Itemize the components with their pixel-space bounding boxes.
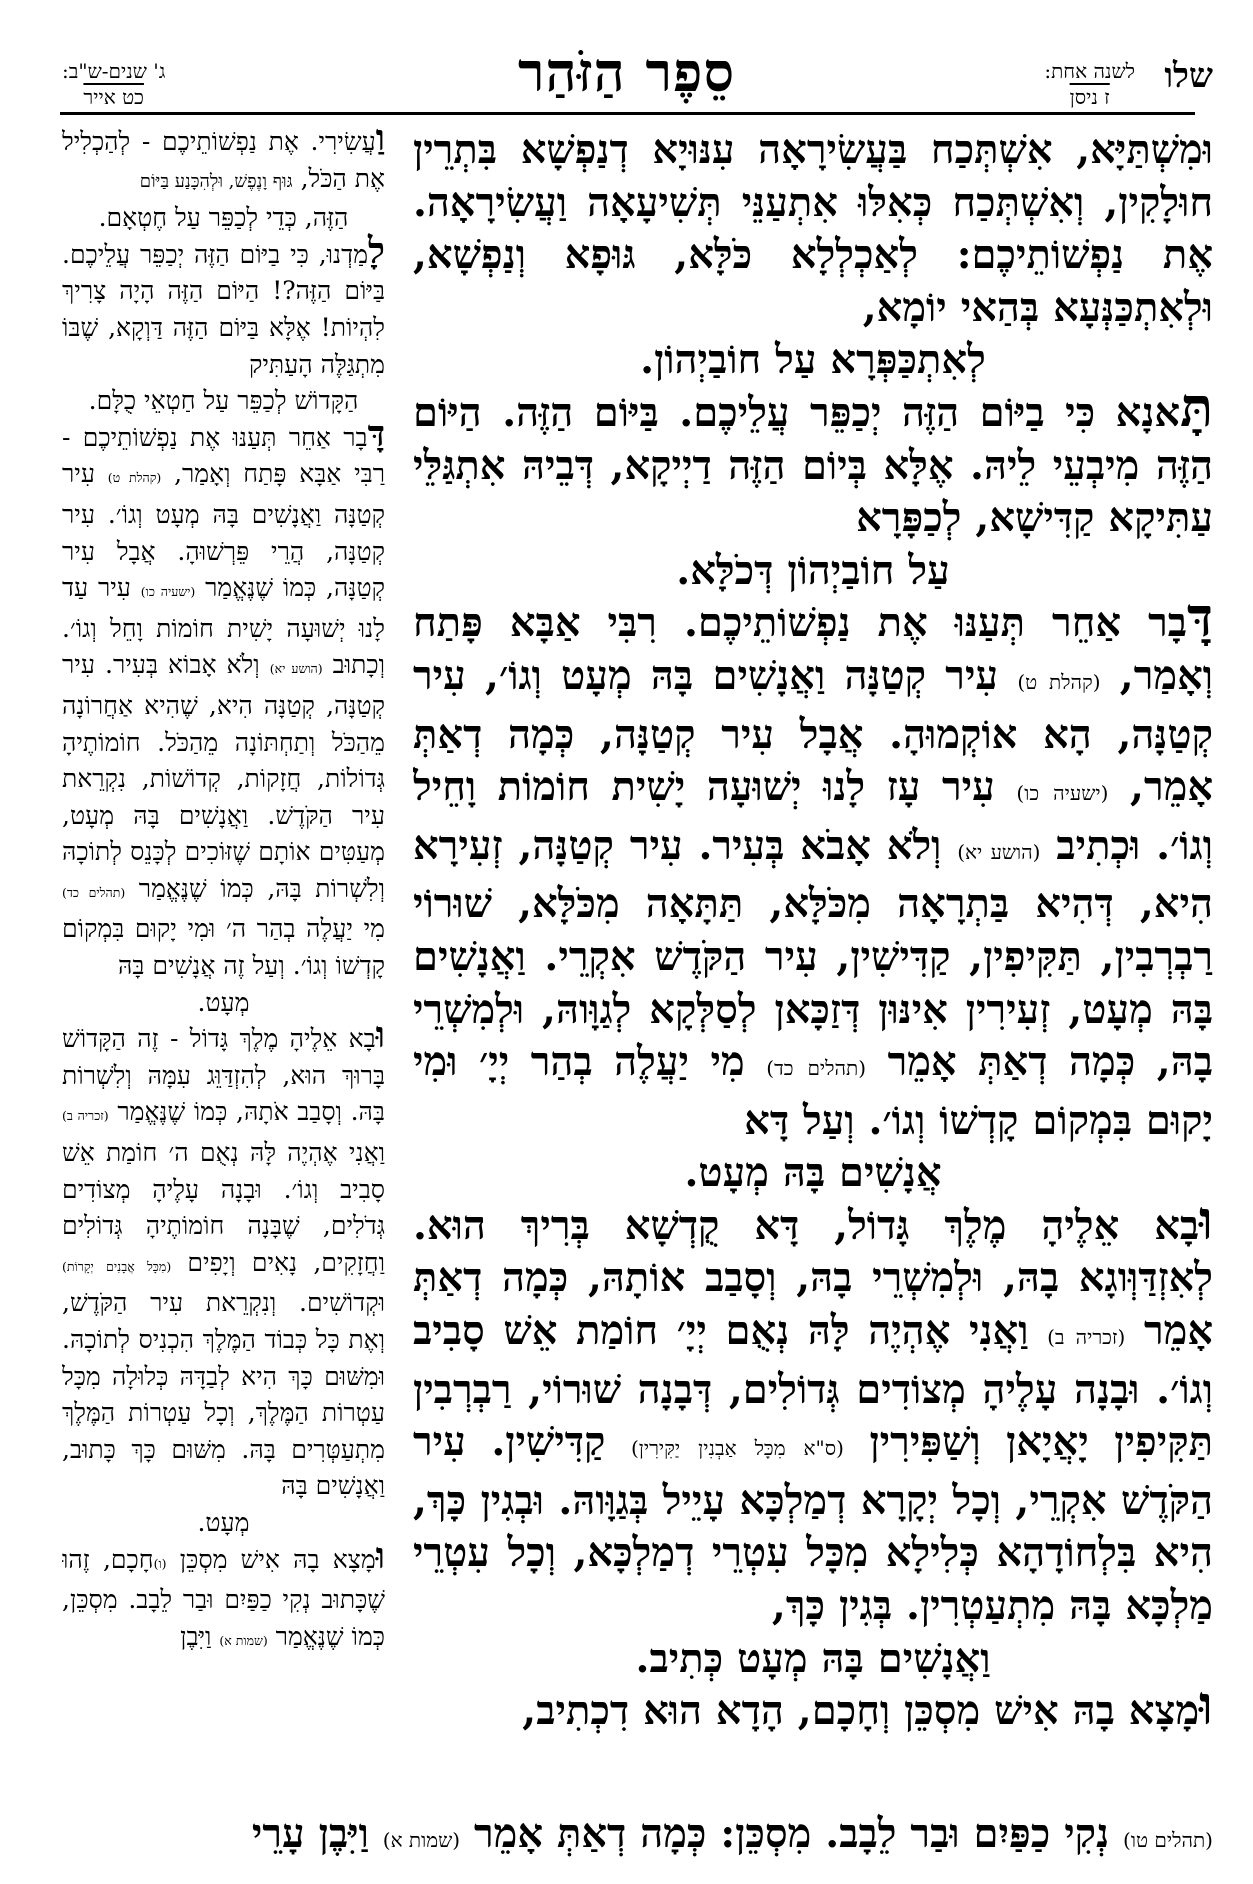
bottom-continuation-line: (תהלים טו) נְקִי כַפַּיִם וּבַר לֵבָב. מִסְכֵּן: כְּמָה דְאַתְּ אָמֵר (שמות א) וַיִּבֶן עָרֵי <box>251 1810 1213 1857</box>
verse-reference: (זכריה ב) <box>62 1108 109 1124</box>
lead-letters: לָ <box>368 228 385 272</box>
verse-reference: (זכריה ב) <box>1047 1325 1126 1350</box>
main-paragraph: תָּאנָא כִּי בַיּוֹם הַזֶּה יְכַפֵּר עֲלֵיכֶם. בַּיּוֹם הַזֶּה. הַיּוֹם הַזֶּה מִיבְעֵי לֵיהּ. אֶלָּא בְּיוֹם הַזֶּה דַיְיקָא, דְּבֵיהּ אִתְגַּלֵּי עַתִּיקָא קַדִּישָׁא, לְכַפָּרָא <box>413 374 1213 542</box>
main-paragraph-end: וַאֲנָשִׁים בָּהּ מְעָט כְּתִיב. <box>635 1634 991 1682</box>
translation-paragraph: לָמַדְנוּ, כִּי בַיּוֹם הַזֶּה יְכַפֵּר עֲלֵיכֶם. בַּיּוֹם הַזֶּה?! הַיּוֹם הַזֶּה הָיָה צָרִיךְ לִהְיוֹת! אֶלָּא בַּיּוֹם הַזֶּה דַּוְקָא, שֶׁבּוֹ מִתְגַּלֶּה הָעַתִּיק <box>62 228 385 379</box>
main-paragraph: וּמִשְׁתַּיָּא, אִשְׁתְּכַח בַּעֲשִׂירָאָה עִנּוּיָא דְנַפְשָׁא בִּתְרֵין חוּלָקִין, וְאִשְׁתְּכַח כְּאִלּוּ אִתְעַנֵּי תְּשִׁיעָאָה וַעֲשִׂירָאָה. אֶת נַפְשׁוֹתֵיכֶם: לְאַכְלְלָא כֹּלָּא, גּוּפָא וְנַפְשָׁא, וּלְאִתְכַּנְּעָא בְּהַאי יוֹמָא, <box>413 126 1213 331</box>
schedule-label: לשנה אחת: <box>1044 59 1135 83</box>
lead-letters: וּ <box>1199 1187 1213 1252</box>
verse-reference: (קהלת ט) <box>1017 669 1101 694</box>
verse-reference: (קהלת ט) <box>107 470 162 486</box>
translation-paragraph: וּבָא אֵלֶיהָ מֶלֶךְ גָּדוֹל - זֶה הַקָּדוֹשׁ בָּרוּךְ הוּא, לְהִזְדַּוֵּג עִמָּהּ וְלִשְׁרוֹת בָּהּ. וְסָבַב אֹתָהּ, כְּמוֹ שֶׁנֶּאֱמַר (זכריה ב) וַאֲנִי אֶהְיֶה לָּהּ נְאֻם ה׳ חוֹמַת אֵשׁ סָבִיב וְגוֹ׳. וּבָנָה עָלֶיהָ מְצוֹדִים גְּדֹלִים, שֶׁבָּנָה חוֹמוֹתֶיהָ גְּדוֹלִים וַחֲזָקִים, נָאִים וְיָפִים (מִכָּל אֲבָנִים יְקָרוֹת) וּקְדוֹשִׁים. וְנִקְרֵאת עִיר הַקֹּדֶשׁ, וְאֶת כָּל כְּבוֹד הַמֶּלֶךְ הִכְנִיס לְתוֹכָהּ. וּמִשּׁוּם כָּךְ הִיא לְבַדָּהּ כְּלוּלָה מִכָּל עַטְרוֹת הַמֶּלֶךְ, וְכָל עַטְרוֹת הַמֶּלֶךְ מִתְעַטְּרִים בָּהּ. מִשּׁוּם כָּךְ כָּתוּב, וַאֲנָשִׁים בָּהּ <box>62 1013 385 1501</box>
verse-reference: (הושע יא) <box>269 661 323 677</box>
lead-letters: וּ <box>375 1533 385 1577</box>
verse-reference: (ישעיה כו) <box>1016 781 1109 806</box>
verse-reference: (ס"א מִכָּל אַבְנִין יַקִּירִין) <box>630 1436 844 1461</box>
verse-reference: (ו) <box>153 1555 167 1571</box>
translation-paragraph-end: מְעָט. <box>197 1507 250 1537</box>
schedule-label: ג' שנים-ש"ב: <box>62 59 166 83</box>
translation-paragraph-end: הַזֶּה, כְּדֵי לְכַפֵּר עַל חֶטְאָם. <box>98 203 349 233</box>
lead-letters: וּ <box>375 1013 385 1057</box>
verse-reference: (שמות א) <box>219 1632 268 1648</box>
header-rule <box>60 112 1195 115</box>
translation-paragraph: וּמָצָא בָהּ אִישׁ מִסְכֵּן (ו)חָכָם, זֶהוּ שֶׁכָּתוּב נְקִי כַפַּיִם וּבַר לֵבָב. מִסְכֵּן, כְּמוֹ שֶׁנֶּאֱמַר (שמות א) וַיִּבֶן <box>62 1533 385 1651</box>
lead-letters: דָּ <box>367 411 385 455</box>
lead-letters: דָּ <box>1187 585 1213 650</box>
schedule-date: ז ניסן <box>1069 85 1110 109</box>
verse-reference: (תהלים טו) <box>1123 1828 1213 1852</box>
study-schedule-three-year <box>62 58 165 110</box>
main-paragraph: דָּבָר אַחֵר תְּעַנּוּ אֶת נַפְשׁוֹתֵיכֶם. רִבִּי אַבָּא פָּתַח וְאָמַר, (קהלת ט) עִיר קְטַנָּה וַאֲנָשִׁים בָּהּ מְעָט וְגוֹ׳, עִיר קְטַנָּה, הָא אוֹקְמוּהָ. אֲבָל עִיר קְטַנָּה, כְּמָה דְאַתְּ אָמֵר, (ישעיה כו) עִיר עָז לָנוּ יְשׁוּעָה יָשִׁית חוֹמוֹת וָחֵיל וְגוֹ׳. וּכְתִיב (הושע יא) וְלֹא אָבֹא בְּעִיר. עִיר קְטַנָּה, זְעִירָא הִיא, דְּהִיא בַּתְרָאָה מִכֹּלָּא, תַּתָּאָה מִכֹּלָּא, שׁוּרוֹי רַבְרְבִין, תַּקִּיפִין, קַדִּישִׁין, עִיר הַקֹּדֶשׁ אִקְרֵי. וַאֲנָשִׁים בָּהּ מְעָט, זְעִירִין אִינּוּן דְּזַכָּאן לְסַלְּקָא לְגַוָּוהּ, וּלְמִשְׁרֵי בָהּ, כְּמָה דְאַתְּ אָמֵר (תהלים כד) מִי יַעֲלֶה בְהַר יְיָ׳ וּמִי יָקוּם בִּמְקוֹם קָדְשׁוֹ וְגוֹ׳. וְעַל דָּא <box>413 585 1213 1144</box>
verse-reference: (תהלים כד) <box>766 1056 867 1081</box>
page-number: שלו <box>1164 56 1213 96</box>
verse-reference: (ישעיה כו) <box>140 584 196 600</box>
lead-letters: וַ <box>375 124 385 159</box>
translation-column <box>62 124 385 1779</box>
verse-reference: (שמות א) <box>382 1828 461 1852</box>
lead-letters: וּ <box>1199 1673 1213 1738</box>
translation-paragraph: וַעֲשִׂירִי. אֶת נַפְשׁוֹתֵיכֶם - לְהַכְלִיל אֶת הַכֹּל, גּוּף וָנֶפֶשׁ, וּלְהִכָּנַע בַּיּוֹם <box>62 124 385 200</box>
translation-paragraph-end: מְעָט. <box>197 987 250 1017</box>
verse-reference: (מִכָּל אֲבָנִים יְקָרוֹת) <box>62 1258 172 1274</box>
schedule-date: כט אייר <box>83 85 144 109</box>
main-paragraph-end: אֲנָשִׁים בָּהּ מְעָט. <box>684 1149 942 1197</box>
book-title: סֵפֶר הַזֹּהַר <box>517 40 736 104</box>
verse-reference: (הושע יא) <box>957 839 1041 864</box>
translation-paragraph: דָּבָר אַחֵר תְּעַנּוּ אֶת נַפְשׁוֹתֵיכֶם - רַבִּי אַבָּא פָּתַח וְאָמַר, (קהלת ט) עִיר קְטַנָּה וַאֲנָשִׁים בָּהּ מְעָט וְגוֹ׳. עִיר קְטַנָּה, הֲרֵי פֵּרְשׁוּהָ. אֲבָל עִיר קְטַנָּה, כְּמוֹ שֶׁנֶּאֱמַר (ישעיה כו) עִיר עַד לָנוּ יְשׁוּעָה יָשִׁית חוֹמוֹת וָחֵל וְגוֹ׳. וְכָתוּב (הושע יא) וְלֹא אָבוֹא בְּעִיר. עִיר קְטַנָּה, קְטַנָּה הִיא, שֶׁהִיא אַחֲרוֹנָה מֵהַכֹּל וְתַחְתּוֹנָה מֵהַכֹּל. חוֹמוֹתֶיהָ גְּדוֹלוֹת, חֲזָקוֹת, קְדוֹשׁוֹת, נִקְרֵאת עִיר הַקֹּדֶשׁ. וַאֲנָשִׁים בָּהּ מְעָט, מְעַטִּים אוֹתָם שֶׁזּוֹכִים לְכָּנֵס לְתוֹכָהּ וְלִשְׁרוֹת בָּהּ, כְּמוֹ שֶׁנֶּאֱמַר (תהלים כד) מִי יַעֲלֶה בְהַר ה׳ וּמִי יָקוּם בִּמְקוֹם קָדְשׁוֹ וְגוֹ׳. וְעַל זֶה אֲנָשִׁים בָּהּ <box>62 411 385 981</box>
translation-paragraph-end: הַקָּדוֹשׁ לְכַפֵּר עַל חַטְאֵי כֻלָּם. <box>88 386 359 416</box>
main-paragraph-end: עַל חוֹבַיְהוֹן דְּכֹלָּא. <box>676 546 950 594</box>
main-text-column <box>413 124 1213 1779</box>
verse-reference: (תהלים כד) <box>62 884 126 900</box>
main-paragraph-end: לְאִתְכַּפְּרָא עַל חוֹבַיְהוֹן. <box>640 336 986 384</box>
lead-letters: תָּ <box>1180 374 1213 439</box>
main-paragraph: וּמָצָא בָהּ אִישׁ מִסְכֵּן וְחָכָם, הָדָא הוּא דִכְתִיב, <box>522 1673 1213 1738</box>
main-paragraph: וּבָא אֵלֶיהָ מֶלֶךְ גָּדוֹל, דָּא קֻדְשָׁא בְּרִיךְ הוּא. לְאִזְדַּוְּוגָא בָהּ, וּלְמִשְׁרֵי בָהּ, וְסָבַב אוֹתָהּ, כְּמָה דְאַתְּ אָמֵר (זכריה ב) וַאֲנִי אֶהְיֶה לָּהּ נְאֻם יְיָ׳ חוֹמַת אֵשׁ סָבִיב וְגוֹ׳. וּבָנָה עָלֶיהָ מְצוֹדִים גְּדוֹלִים, דְּבָנָה שׁוּרוֹי, רַבְרְבִין תַּקִּיפִין יָאֲיָאן וְשַׁפִּירִין (ס"א מִכָּל אַבְנִין יַקִּירִין) קַדִּישִׁין. עִיר הַקֹּדֶשׁ אִקְרֵי, וְכָל יְקָרָא דְמַלְכָּא עָיֵיל בְּגַוָּוהּ. וּבְגִין כָּךְ, הִיא בִּלְחוֹדָהָא כְּלִילָא מִכָּל עִטְרֵי דְמַלְכָּא, וְכָל עִטְרֵי מַלְכָּא בָּהּ מִתְעַטְרִין. בְּגִין כָּךְ, <box>413 1187 1213 1630</box>
